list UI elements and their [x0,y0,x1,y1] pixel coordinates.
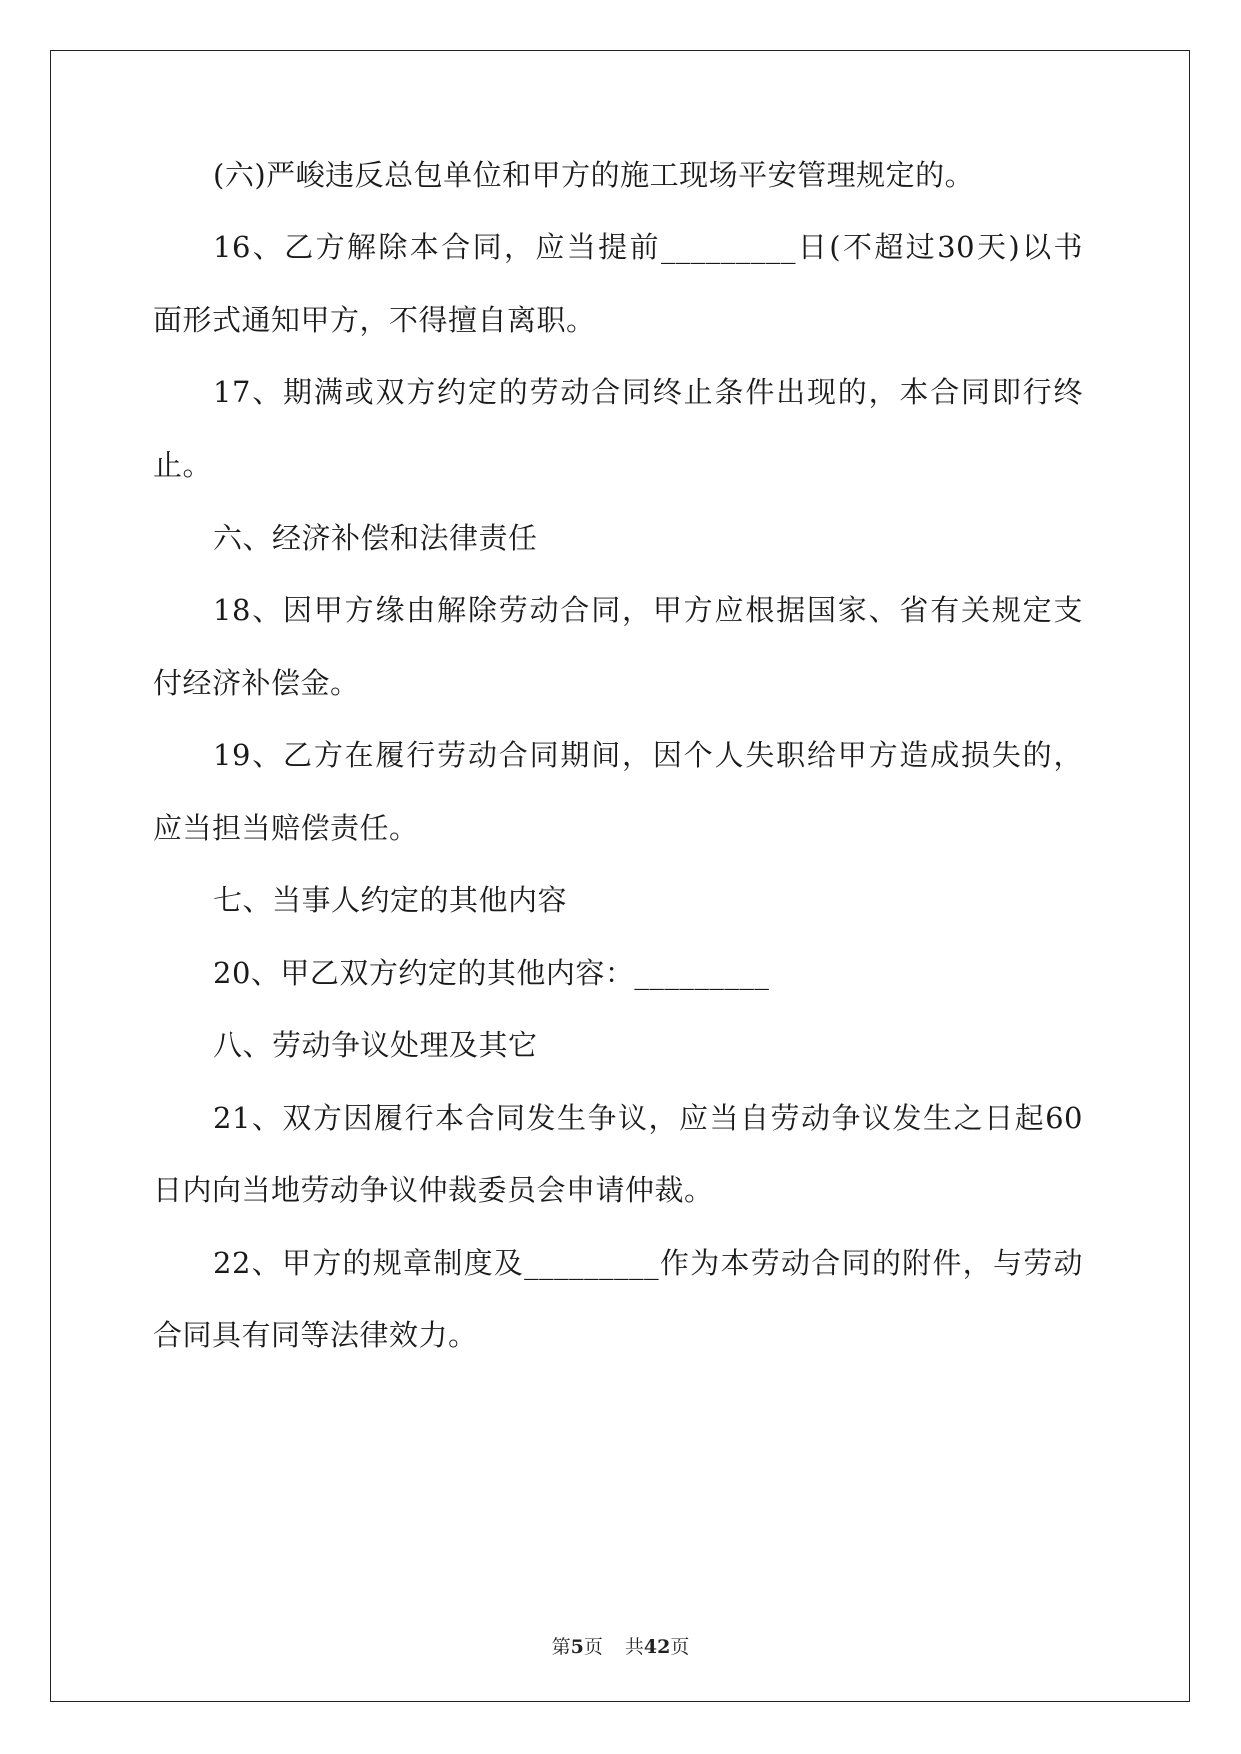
paragraph-line: 16、乙方解除本合同，应当提前_________日(不超过30天)以书 [213,230,1083,264]
total-suffix: 页 [670,1636,690,1658]
page-number: 5 [570,1636,584,1658]
paragraph-line: 止。 [153,448,213,482]
page-prefix: 第 [551,1636,571,1658]
page-border [50,50,1190,1702]
paragraph-line: 17、期满或双方约定的劳动合同终止条件出现的，本合同即行终 [213,375,1083,409]
paragraph-line: 面形式通知甲方，不得擅自离职。 [153,303,596,337]
section-heading: 七、当事人约定的其他内容 [213,883,568,917]
paragraph-line: 应当担当赔偿责任。 [153,811,419,845]
paragraph-line: 18、因甲方缘由解除劳动合同，甲方应根据国家、省有关规定支 [213,593,1083,627]
paragraph-line: 日内向当地劳动争议仲裁委员会申请仲裁。 [153,1173,714,1207]
total-pages: 42 [643,1636,671,1658]
section-heading: 六、经济补偿和法律责任 [213,521,538,555]
page-suffix: 页 [583,1636,603,1658]
total-prefix: 共 [624,1636,644,1658]
paragraph-line: 22、甲方的规章制度及_________作为本劳动合同的附件，与劳动 [213,1246,1083,1280]
section-heading: 八、劳动争议处理及其它 [213,1028,538,1062]
paragraph-line: 付经济补偿金。 [153,666,360,700]
paragraph-line: 20、甲乙双方约定的其他内容：_________ [213,956,770,990]
paragraph-line: 21、双方因履行本合同发生争议，应当自劳动争议发生之日起60 [213,1101,1083,1135]
paragraph-line: (六)严峻违反总包单位和甲方的施工现场平安管理规定的。 [213,158,975,192]
page-footer [0,1635,1241,1659]
paragraph-line: 19、乙方在履行劳动合同期间，因个人失职给甲方造成损失的， [213,738,1083,772]
paragraph-line: 合同具有同等法律效力。 [153,1318,478,1352]
